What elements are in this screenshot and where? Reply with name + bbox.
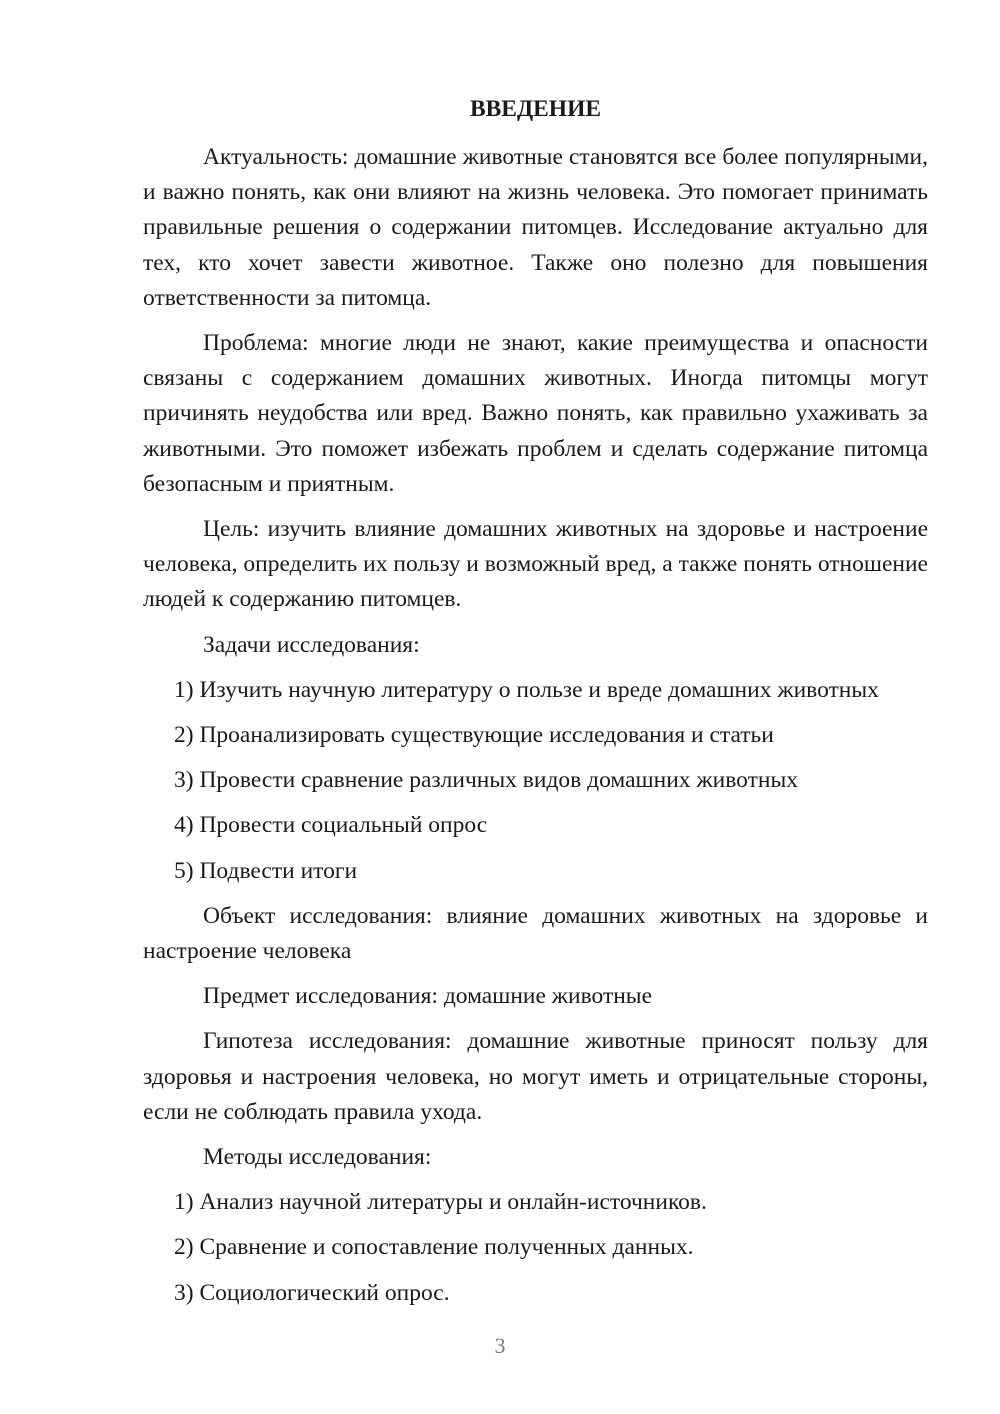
paragraph-problem: Проблема: многие люди не знают, какие преимущества и опасности связаны с содержанием домашних животных. Иногда питомцы могут причинять неудобства или вред. Важно понять, как правильно ухаживать за животными. Это поможет избежать проблем и сделать содержание питомца безопасным и приятным.	[143, 330, 928, 497]
list-item: 3) Социологический опрос.	[174, 1279, 450, 1306]
paragraph-object: Объект исследования: влияние домашних животных на здоровье и настроение человека	[143, 902, 928, 965]
list-item: 5) Подвести итоги	[174, 857, 358, 884]
paragraph-goal: Цель: изучить влияние домашних животных на здоровье и настроение человека, определить их пользу и возможный вред, а также понять отношение людей к содержанию питомцев.	[143, 516, 928, 613]
list-item: 4) Провести социальный опрос	[174, 812, 488, 839]
methods-list	[143, 1185, 928, 1311]
list-item: 1) Анализ научной литературы и онлайн-источников.	[174, 1189, 707, 1216]
paragraph-subject: Предмет исследования: домашние животные	[203, 983, 653, 1010]
tasks-heading: Задачи исследования:	[203, 631, 420, 658]
document-page	[143, 90, 928, 1321]
page-number: 3	[494, 1333, 506, 1358]
paragraph-relevance: Актуальность: домашние животные становятся все более популярными, и важно понять, как они влияют на жизнь человека. Это помогает принимать правильные решения о содержании питомцев. Исследование актуально для тех, кто хочет завести животное. Также оно полезно для повышения ответственности за питомца.	[143, 144, 928, 311]
section-title: ВВЕДЕНИЕ	[469, 96, 602, 122]
list-item: 1) Изучить научную литературу о пользе и вреде домашних животных	[174, 676, 879, 703]
tasks-list	[143, 673, 928, 889]
list-item: 2) Проанализировать существующие исследования и статьи	[174, 722, 774, 749]
methods-heading: Методы исследования:	[203, 1144, 432, 1171]
paragraph-hypothesis: Гипотеза исследования: домашние животные приносят пользу для здоровья и настроения человека, но могут иметь и отрицательные стороны, если не соблюдать правила ухода.	[143, 1028, 928, 1125]
list-item: 3) Провести сравнение различных видов домашних животных	[174, 767, 798, 794]
list-item: 2) Сравнение и сопоставление полученных данных.	[174, 1234, 694, 1261]
